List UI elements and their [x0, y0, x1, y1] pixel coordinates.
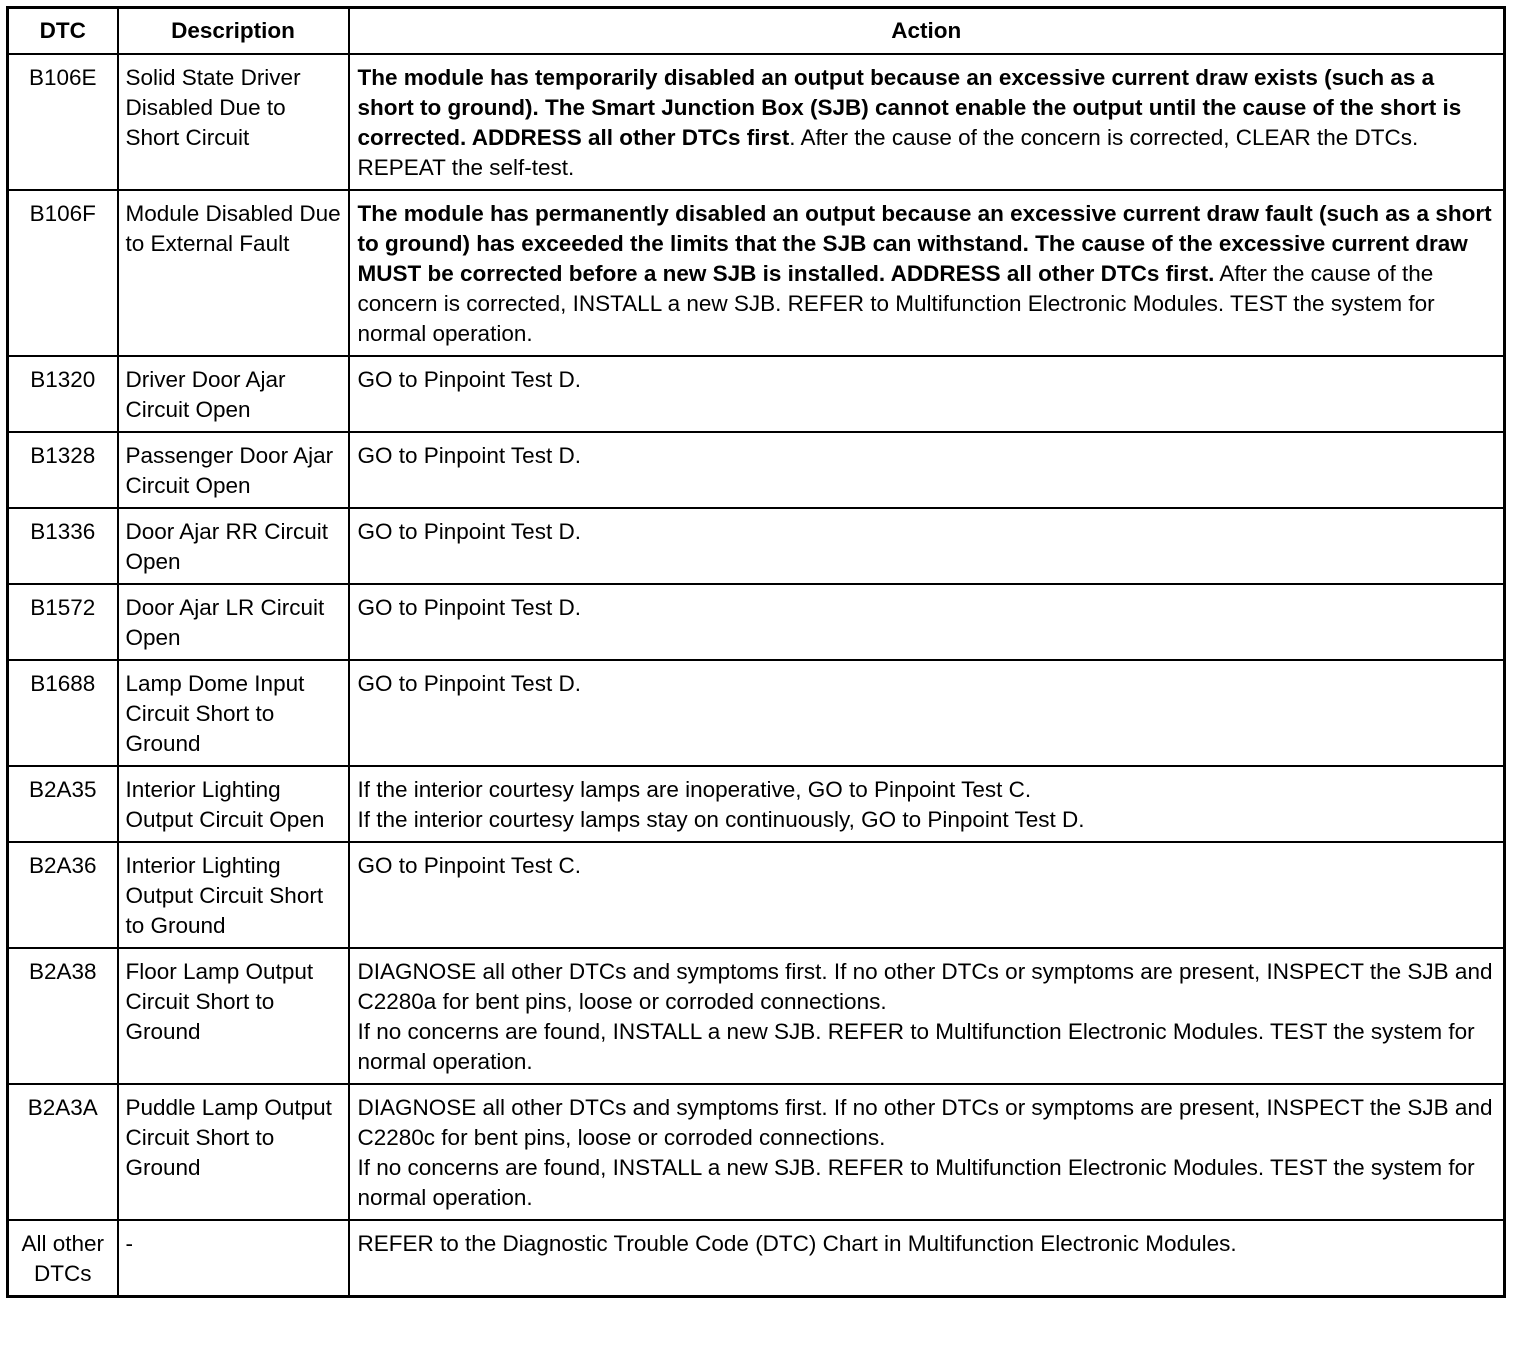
dtc-code: B1572 [8, 584, 118, 660]
table-row [8, 1220, 1505, 1297]
dtc-code: B1688 [8, 660, 118, 766]
dtc-description: Interior Lighting Output Circuit Open [118, 766, 349, 842]
dtc-description: Door Ajar RR Circuit Open [118, 508, 349, 584]
header-action: Action [349, 8, 1505, 55]
table-row [8, 190, 1505, 356]
action-line: If the interior courtesy lamps are inoperative, GO to Pinpoint Test C. [357, 777, 1032, 802]
header-description: Description [118, 8, 349, 55]
dtc-action: GO to Pinpoint Test D. [349, 432, 1505, 508]
action-line: If no concerns are found, INSTALL a new SJB. REFER to Multifunction Electronic Modules. TEST the system for normal operation. [357, 1019, 1475, 1074]
action-normal-text: After the cause of the concern is corrected, INSTALL a new SJB. REFER to Multifunction Electronic Modules. TEST the system for normal operation. [357, 261, 1435, 346]
dtc-description: Solid State Driver Disabled Due to Short Circuit [118, 54, 349, 190]
dtc-description: Door Ajar LR Circuit Open [118, 584, 349, 660]
dtc-code: B106F [8, 190, 118, 356]
dtc-code: B2A38 [8, 948, 118, 1084]
dtc-action: GO to Pinpoint Test D. [349, 584, 1505, 660]
dtc-action [349, 1084, 1505, 1220]
dtc-code: B2A35 [8, 766, 118, 842]
dtc-action [349, 766, 1505, 842]
table-row [8, 766, 1505, 842]
table-row [8, 1084, 1505, 1220]
dtc-action: GO to Pinpoint Test D. [349, 356, 1505, 432]
dtc-description: Floor Lamp Output Circuit Short to Ground [118, 948, 349, 1084]
dtc-description: Puddle Lamp Output Circuit Short to Ground [118, 1084, 349, 1220]
dtc-action [349, 190, 1505, 356]
action-line: DIAGNOSE all other DTCs and symptoms first. If no other DTCs or symptoms are present, INSPECT the SJB and C2280c for bent pins, loose or corroded connections. [357, 1095, 1493, 1150]
table-row [8, 54, 1505, 190]
header-row [8, 8, 1505, 55]
dtc-action [349, 54, 1505, 190]
dtc-description: Module Disabled Due to External Fault [118, 190, 349, 356]
dtc-code: B1328 [8, 432, 118, 508]
action-normal-text: . After the cause of the concern is corrected, CLEAR the DTCs. REPEAT the self-test. [357, 125, 1419, 180]
dtc-action: REFER to the Diagnostic Trouble Code (DTC) Chart in Multifunction Electronic Modules. [349, 1220, 1505, 1297]
action-line: If no concerns are found, INSTALL a new SJB. REFER to Multifunction Electronic Modules. TEST the system for normal operation. [357, 1155, 1475, 1210]
table-row [8, 584, 1505, 660]
table-row [8, 948, 1505, 1084]
dtc-action [349, 948, 1505, 1084]
dtc-code: B2A3A [8, 1084, 118, 1220]
dtc-table [6, 6, 1506, 1298]
dtc-code: B2A36 [8, 842, 118, 948]
dtc-action: GO to Pinpoint Test D. [349, 508, 1505, 584]
action-line: If the interior courtesy lamps stay on continuously, GO to Pinpoint Test D. [357, 807, 1085, 832]
dtc-code: B106E [8, 54, 118, 190]
action-line: DIAGNOSE all other DTCs and symptoms first. If no other DTCs or symptoms are present, INSPECT the SJB and C2280a for bent pins, loose or corroded connections. [357, 959, 1493, 1014]
dtc-description: Passenger Door Ajar Circuit Open [118, 432, 349, 508]
dtc-description: Driver Door Ajar Circuit Open [118, 356, 349, 432]
table-row [8, 842, 1505, 948]
table-row [8, 432, 1505, 508]
dtc-action: GO to Pinpoint Test C. [349, 842, 1505, 948]
dtc-code: B1320 [8, 356, 118, 432]
dtc-code: All other DTCs [8, 1220, 118, 1297]
dtc-description: - [118, 1220, 349, 1297]
table-row [8, 660, 1505, 766]
table-row [8, 508, 1505, 584]
header-dtc: DTC [8, 8, 118, 55]
action-bold-text: The module has permanently disabled an output because an excessive current draw fault (such as a short to ground) has exceeded the limits that the SJB can withstand. The cause of the excessive current draw MUST be corrected before a new SJB is installed. ADDRESS all other DTCs first. [357, 201, 1492, 286]
action-bold-text: The module has temporarily disabled an output because an excessive current draw exists (such as a short to ground). The Smart Junction Box (SJB) cannot enable the output until the cause of the short is corrected. ADDRESS all other DTCs first [357, 65, 1462, 150]
table-row [8, 356, 1505, 432]
dtc-code: B1336 [8, 508, 118, 584]
dtc-description: Lamp Dome Input Circuit Short to Ground [118, 660, 349, 766]
dtc-description: Interior Lighting Output Circuit Short to Ground [118, 842, 349, 948]
dtc-action: GO to Pinpoint Test D. [349, 660, 1505, 766]
